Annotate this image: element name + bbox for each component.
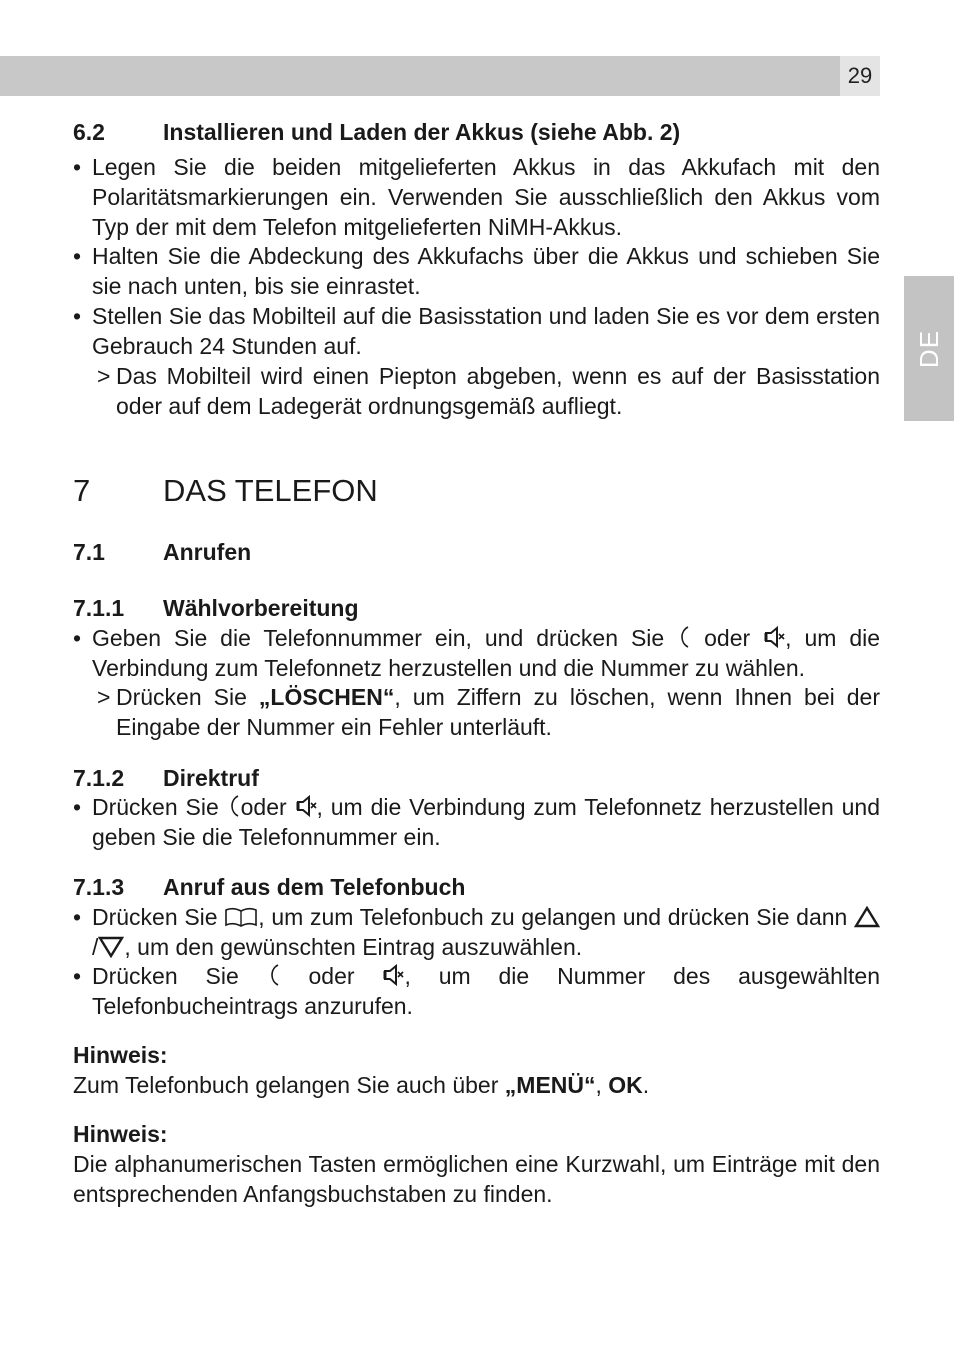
section-number: 7.1.3 [73, 874, 125, 900]
text-run: , um Ziffern zu löschen, wenn Ihnen bei der Eingabe der Nummer ein Fehler unterläuft. [116, 684, 880, 740]
bullet-item [73, 301, 880, 361]
chapter-title: DAS TELEFON [163, 473, 378, 508]
bullet-text: Stellen Sie das Mobilteil auf die Basisstation und laden Sie es vor dem ersten Gebrauch 24 Stunden auf. [92, 303, 880, 359]
bullet-text [92, 961, 880, 1021]
note-label: Hinweis: [73, 1042, 168, 1068]
text-run: Drücken Sie [92, 794, 219, 820]
page-number-box [840, 56, 880, 96]
bullet-text: Legen Sie die beiden mitgelieferten Akkus in das Akkufach mit den Polaritätsmarkierungen ein. Verwenden Sie ausschließlich den Akkus vom Typ der mit dem Telefon mitgelieferten NiMH-Akkus. [92, 154, 880, 240]
section-7-1-2-heading [73, 763, 259, 793]
text-run: Drücken Sie [92, 963, 239, 989]
section-number: 7.1.1 [73, 595, 125, 621]
section-number: 7.1 [73, 539, 105, 565]
bullet-item [73, 902, 880, 962]
bullet-text [92, 792, 880, 852]
bullet-item [73, 792, 880, 852]
sub-item-text [116, 682, 880, 742]
language-tab-label: DE [914, 329, 944, 368]
note-text: Die alphanumerischen Tasten ermöglichen eine Kurzwahl, um Einträge mit den entsprechenden Anfangsbuchstaben zu finden. [73, 1151, 880, 1207]
section-title: Wählvorbereitung [163, 595, 359, 621]
text-run: , [595, 1072, 602, 1098]
arrow-marker: > [97, 684, 111, 710]
bullet-dot: • [73, 794, 82, 820]
section-6-2-heading [73, 117, 680, 147]
language-tab [904, 276, 954, 421]
bullet-text [92, 623, 880, 683]
text-run: , um zum Telefonbuch zu gelangen und drücken Sie dann [258, 904, 848, 930]
phonebook-icon [224, 906, 258, 928]
bullet-text: Halten Sie die Abdeckung des Akkufachs über die Akkus und schieben Sie sie nach unten, bis sie einrastet. [92, 243, 880, 299]
bullet-item [73, 623, 880, 683]
section-title: Installieren und Laden der Akkus (siehe Abb. 2) [163, 119, 681, 145]
bullet-dot: • [73, 625, 82, 651]
text-run: Drücken Sie [116, 684, 247, 710]
down-arrow-icon [98, 936, 124, 958]
section-number: 6.2 [73, 119, 105, 145]
text-run: Drücken Sie [92, 904, 218, 930]
up-arrow-icon [854, 906, 880, 928]
phone-talk-icon [677, 625, 691, 649]
text-run: / [92, 934, 99, 960]
speaker-icon [763, 625, 785, 649]
section-number: 7.1.2 [73, 765, 125, 791]
page-number: 29 [847, 63, 873, 88]
bullet-item [73, 152, 880, 242]
section-title: Anrufen [163, 539, 252, 565]
note-label: Hinweis: [73, 1121, 168, 1147]
bullet-dot: • [73, 243, 82, 269]
bullet-dot: • [73, 963, 82, 989]
arrow-marker: > [97, 363, 111, 389]
bullet-item [73, 241, 880, 301]
text-run: . [642, 1072, 650, 1098]
bullet-dot: • [73, 904, 82, 930]
sub-item [97, 361, 880, 421]
section-7-1-3-heading [73, 872, 465, 902]
text-run: Zum Telefonbuch gelangen Sie auch über [73, 1072, 499, 1098]
text-run: oder [704, 625, 751, 651]
phone-talk-icon [267, 963, 281, 987]
section-title: Anruf aus dem Telefonbuch [163, 874, 466, 900]
speaker-icon [382, 963, 404, 987]
text-run: Geben Sie die Telefonnummer ein, und drücken Sie [92, 625, 665, 651]
text-run: oder [308, 963, 355, 989]
chapter-number: 7 [73, 473, 91, 508]
key-label: OK [608, 1072, 643, 1098]
text-run: , um die Verbindung zum Telefonnetz herzustellen und geben Sie die Telefonnummer ein. [92, 794, 880, 850]
sub-item-text: Das Mobilteil wird einen Piepton abgeben, wenn es auf der Basisstation oder auf dem Ladegerät ordnungsgemäß aufliegt. [116, 363, 880, 419]
bullet-text [92, 902, 880, 962]
chapter-7-heading [73, 473, 378, 508]
section-title: Direktruf [163, 765, 259, 791]
bullet-item [73, 961, 880, 1021]
section-7-1-1-heading [73, 593, 359, 623]
text-run: oder [240, 794, 287, 820]
bullet-dot: • [73, 303, 82, 329]
sub-item [97, 682, 880, 742]
text-run: , um die Nummer des ausgewählten Telefonbucheintrags anzurufen. [92, 963, 881, 1019]
section-7-1-heading [73, 537, 251, 567]
text-run: , um die Verbindung zum Telefonnetz herzustellen und die Nummer zu wählen. [92, 625, 881, 681]
note-text [73, 1070, 880, 1100]
key-label: „MENÜ“ [504, 1072, 596, 1098]
text-run: , um den gewünschten Eintrag auszuwählen. [124, 934, 583, 960]
speaker-icon [295, 794, 317, 818]
key-label: „LÖSCHEN“ [258, 684, 395, 710]
phone-talk-icon [227, 794, 241, 818]
header-bar [0, 56, 840, 96]
bullet-dot: • [73, 154, 82, 180]
